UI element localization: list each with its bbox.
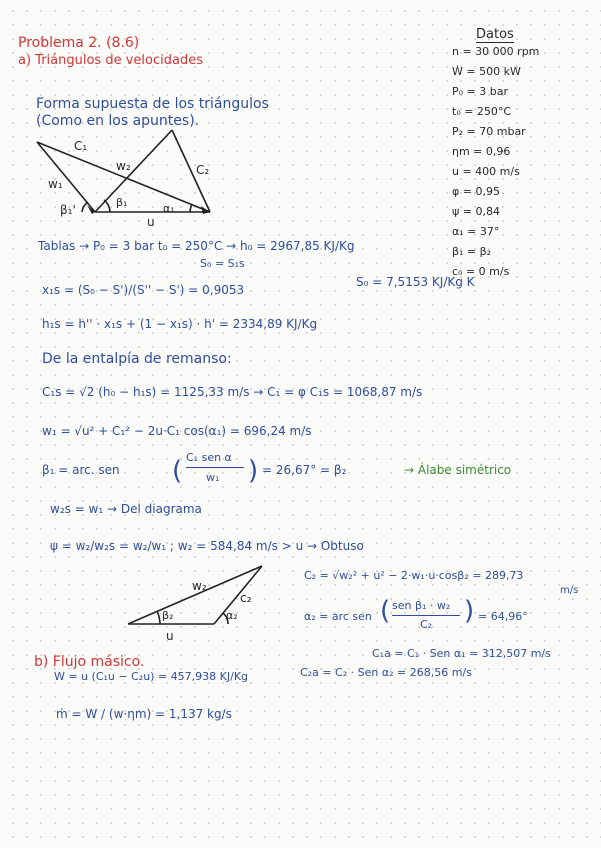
c2a-equation: C₂a = C₂ · Sen α₂ = 268,56 m/s [300, 666, 472, 679]
diagram1-label-alpha1: α₁ [163, 202, 175, 215]
c2-vector-2 [214, 566, 262, 624]
dato-item: ηm = 0,96 [452, 145, 511, 158]
entalpia-title: De la entalpía de remanso: [42, 351, 232, 367]
diagram1-label-w2: w₂ [116, 159, 131, 173]
dato-item: φ = 0,95 [452, 185, 500, 198]
diagram2-label-w2: w₂ [192, 579, 207, 593]
mass-flow-equation: ṁ = W / (w·ηm) = 1,137 kg/s [56, 707, 232, 721]
diagram1-label-w1: w₁ [48, 177, 63, 191]
alpha2-paren-open: ( [380, 596, 391, 626]
w2s-equation: w₂s = w₁ → Del diagrama [50, 502, 202, 516]
diagram2-label-alpha2: α₂ [226, 609, 238, 622]
dato-item: n = 30 000 rpm [452, 45, 540, 58]
entropy-s0: S₀ = 7,5153 KJ/Kg K [356, 275, 475, 289]
diagram1-label-c2: C₂ [196, 163, 210, 177]
dato-item: β₁ = β₂ [452, 245, 492, 258]
beta1-equation-end: = 26,67° = β₂ [262, 463, 347, 477]
work-equation: W = u (C₁u − C₂u) = 457,938 KJ/Kg [54, 670, 249, 683]
diagram1-label-u: u [147, 215, 155, 229]
alpha2-equation-end: = 64,96° [478, 610, 528, 623]
beta1-paren-open: ( [172, 456, 183, 486]
w1-equation: w₁ = √u² + C₁² − 2u·C₁ cos(α₁) = 696,24 m/s [42, 424, 312, 438]
dato-item: ψ = 0,84 [452, 205, 500, 218]
beta1-equation-start: β₁ = arc. sen [42, 463, 120, 477]
c2-equation: C₂ = √w₂² + u² − 2·w₁·u·cosβ₂ = 289,73 [304, 569, 524, 582]
problem-title: Problema 2. (8.6) [18, 35, 140, 51]
beta1-frac-den: w₁ [206, 471, 220, 484]
dato-item: t₀ = 250°C [452, 105, 512, 118]
enthalpy-h1s: h₁s = h'' · x₁s + (1 − x₁s) · h' = 2334,89 KJ/Kg [42, 317, 318, 331]
alpha2-frac-den: C₂ [420, 618, 433, 631]
diagram1-label-c1: C₁ [74, 139, 88, 153]
alpha2-equation-start: α₂ = arc sen [304, 610, 372, 623]
alpha2-frac-bar [392, 615, 460, 616]
shape-note-line1: Forma supuesta de los triángulos [36, 96, 269, 112]
diagram2-label-u: u [166, 629, 174, 643]
dato-item: P₂ = 70 mbar [452, 125, 526, 138]
diagram2-label-beta2: β₂ [162, 609, 174, 622]
section-a-title: a) Triángulos de velocidades [18, 53, 203, 68]
quality-x1s: x₁s = (S₀ − S')/(S'' − S') = 0,9053 [42, 283, 245, 297]
beta1-note: → Álabe simétrico [404, 463, 512, 477]
diagram2-label-c2: c₂ [240, 591, 252, 605]
diagram1-label-beta1p: β₁' [60, 203, 76, 217]
datos-title: Datos [476, 27, 514, 42]
shape-note-line2: (Como en los apuntes). [36, 113, 200, 129]
c1a-equation: C₁a = C₁ · Sen α₁ = 312,507 m/s [372, 647, 551, 660]
tablas-line: Tablas → P₀ = 3 bar t₀ = 250°C → h₀ = 2967,85 KJ/Kg [38, 239, 355, 253]
dato-item: α₁ = 37° [452, 225, 500, 238]
dato-item: P₀ = 3 bar [452, 85, 508, 98]
dato-item: c₀ = 0 m/s [452, 265, 510, 278]
dato-item: Ẇ = 500 kW [452, 65, 521, 78]
beta2-arc [157, 611, 160, 624]
alpha2-frac-num: sen β₁ · w₂ [392, 599, 451, 612]
c2-unit: m/s [560, 585, 579, 596]
beta1-paren-close: ) [248, 456, 259, 486]
section-b-title: b) Flujo másico. [34, 654, 145, 670]
entropy-equality: S₀ = S₁s [200, 257, 245, 270]
dato-item: u = 400 m/s [452, 165, 520, 178]
alpha2-paren-close: ) [464, 596, 475, 626]
psi-equation: ψ = w₂/w₂s = w₂/w₁ ; w₂ = 584,84 m/s > u → Obtuso [50, 539, 364, 553]
c1s-equation: C₁s = √2 (h₀ − h₁s) = 1125,33 m/s → C₁ = φ C₁s = 1068,87 m/s [42, 385, 423, 399]
diagram1-label-beta1: β₁ [116, 196, 128, 209]
beta1-frac-num: C₁ sen α [186, 451, 232, 464]
